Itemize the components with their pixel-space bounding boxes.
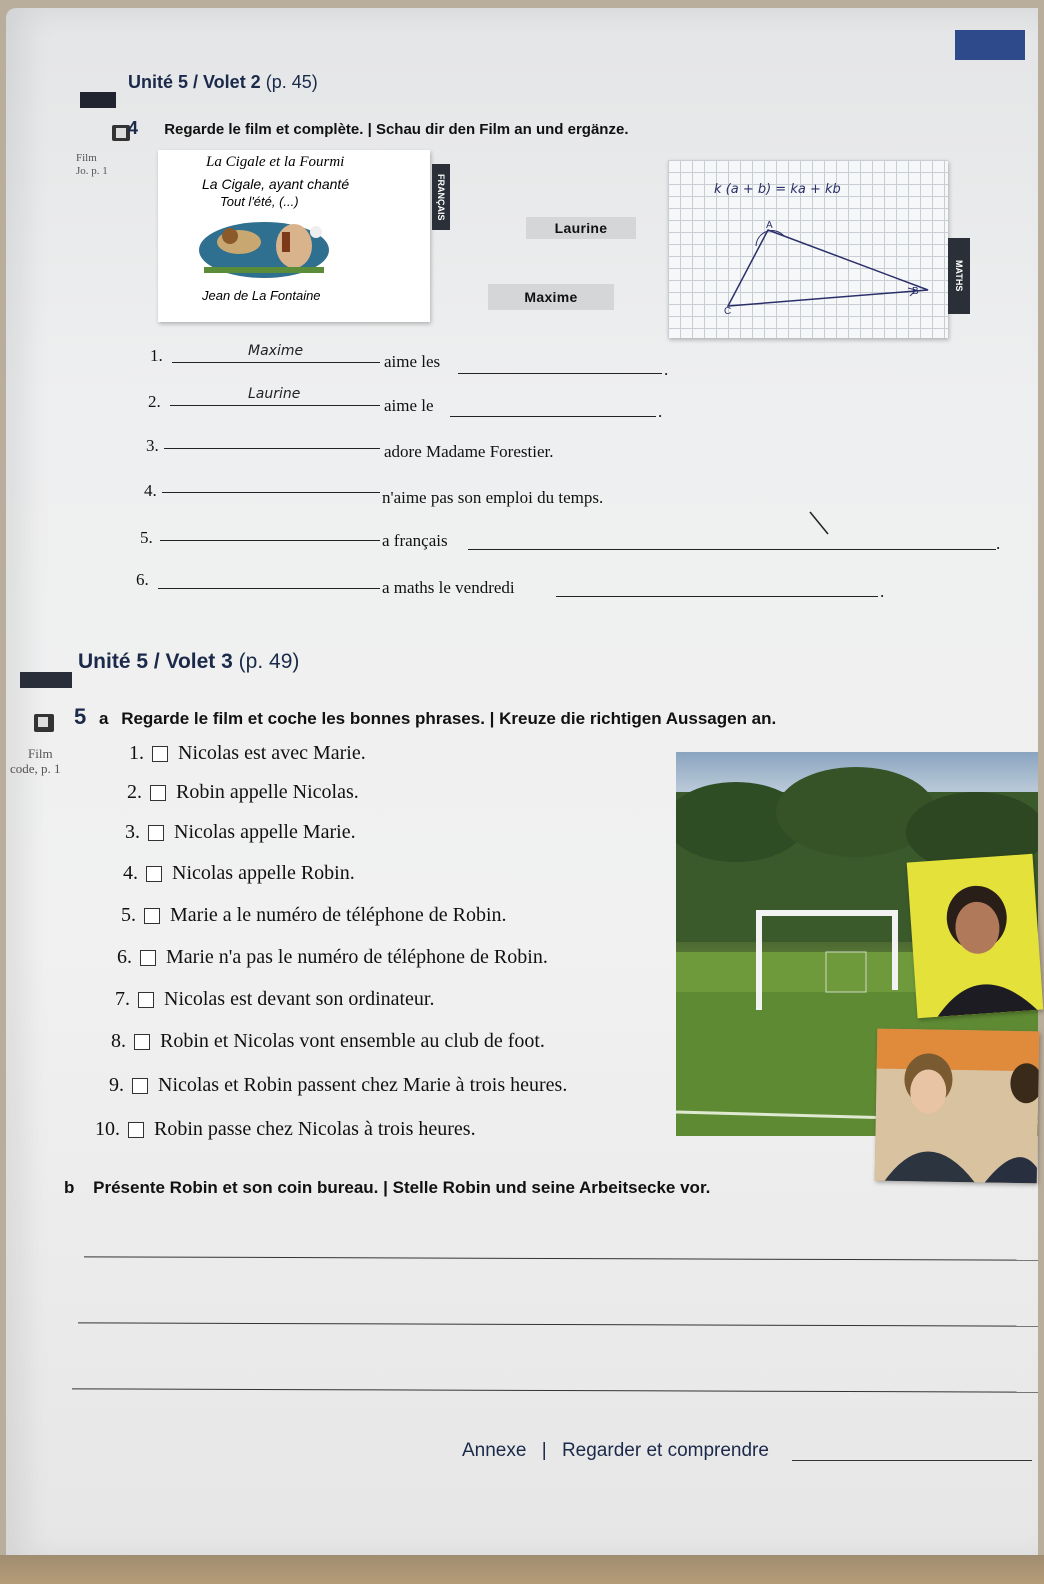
- item-text: Robin et Nicolas vont ensemble au club de foot.: [160, 1030, 545, 1052]
- blank-line[interactable]: [160, 540, 380, 541]
- side-note-line: Film: [28, 746, 53, 761]
- item-number: 3.: [125, 821, 140, 843]
- blank-line[interactable]: [172, 362, 380, 363]
- item-number: 4.: [123, 862, 138, 884]
- blank-line[interactable]: [556, 596, 878, 597]
- row-number: 1.: [150, 346, 163, 365]
- row-text: adore Madame Forestier.: [384, 442, 554, 461]
- exercise-number: 4: [128, 118, 139, 138]
- footer-subtitle: Regarder et comprendre: [561, 1440, 769, 1461]
- checkbox[interactable]: [144, 908, 160, 924]
- checklist-item[interactable]: [104, 988, 435, 1011]
- blank-line[interactable]: [162, 492, 380, 493]
- robin-nicolas-photo: [875, 1029, 1040, 1184]
- footer-annexe: Annexe: [462, 1440, 527, 1461]
- film-icon: [34, 714, 54, 732]
- corner-color-bar: [955, 30, 1025, 60]
- section2-side-note: [10, 746, 61, 776]
- row-text: aime le: [384, 396, 434, 415]
- side-note-line: code, p. 1: [10, 761, 61, 776]
- row-end: .: [658, 402, 663, 421]
- footer-divider: |: [541, 1440, 547, 1461]
- row-text: a français: [382, 531, 448, 550]
- marie-portrait-photo: [907, 854, 1044, 1018]
- checklist-item[interactable]: [100, 1030, 545, 1053]
- side-note-line: Jo. p. 1: [76, 165, 108, 177]
- part-b-instruction: [64, 1178, 710, 1198]
- row-text: aime les: [384, 352, 441, 371]
- checklist-item[interactable]: [110, 904, 507, 927]
- exercise-number: 5: [74, 704, 87, 729]
- blank-line[interactable]: [458, 373, 662, 374]
- math-formula: k (a + b) = ka + kb: [714, 182, 841, 197]
- checklist-item[interactable]: [118, 742, 366, 765]
- handwritten-answer: Laurine: [248, 386, 301, 402]
- pencil-mark: [808, 510, 832, 538]
- blank-line[interactable]: [164, 448, 380, 449]
- card-line: Tout l'été, (...): [220, 194, 299, 209]
- triangle-label-c: C: [724, 306, 732, 317]
- row-number: 5.: [140, 528, 153, 547]
- footer: [462, 1440, 769, 1462]
- item-text: Marie a le numéro de téléphone de Robin.: [170, 904, 507, 926]
- row-number: 2.: [148, 392, 161, 411]
- triangle-label-a: A: [766, 220, 773, 231]
- item-number: 9.: [109, 1074, 124, 1096]
- exercise5-instruction: [74, 704, 776, 730]
- section1-page-ref: (p. 45): [265, 72, 318, 92]
- part-b-text: Présente Robin et son coin bureau. | Stelle Robin und seine Arbeitsecke vor.: [93, 1178, 711, 1197]
- footer-line: [792, 1460, 1032, 1461]
- item-text: Nicolas et Robin passent chez Marie à trois heures.: [158, 1074, 568, 1096]
- section1-title: [128, 72, 318, 93]
- checklist-item[interactable]: [114, 821, 356, 844]
- card-line: La Cigale, ayant chanté: [202, 176, 350, 192]
- section-tab-marker: [80, 92, 116, 108]
- checkbox[interactable]: [140, 950, 156, 966]
- triangle-label-b: B: [912, 286, 919, 297]
- triangle-drawing: [708, 216, 938, 316]
- row-number: 6.: [136, 570, 149, 589]
- instruction-text: Regarde le film et complète. | Schau dir den Film an und ergänze.: [164, 121, 629, 138]
- item-text: Nicolas appelle Robin.: [172, 862, 355, 884]
- handwritten-answer: Maxime: [248, 343, 304, 359]
- item-number: 6.: [117, 946, 132, 968]
- item-text: Robin passe chez Nicolas à trois heures.: [154, 1118, 476, 1140]
- checkbox[interactable]: [128, 1122, 144, 1138]
- row-end: .: [880, 582, 885, 601]
- blank-line[interactable]: [450, 416, 656, 417]
- checkbox[interactable]: [152, 746, 168, 762]
- maths-card: [668, 160, 948, 338]
- row-end: .: [996, 534, 1001, 553]
- row-number: 3.: [146, 436, 159, 455]
- label-laurine: Laurine: [526, 217, 636, 239]
- checkbox[interactable]: [146, 866, 162, 882]
- francais-card: [158, 150, 430, 322]
- blank-line[interactable]: [468, 549, 996, 550]
- item-number: 10.: [95, 1118, 120, 1140]
- section-tab-marker: [20, 672, 72, 688]
- checkbox[interactable]: [148, 825, 164, 841]
- side-note-line: Film: [76, 152, 97, 164]
- checklist-item[interactable]: [94, 1118, 476, 1141]
- item-text: Nicolas est devant son ordinateur.: [164, 988, 435, 1010]
- blank-line[interactable]: [170, 405, 380, 406]
- francais-tab: FRANÇAIS: [432, 164, 450, 230]
- row-text: n'aime pas son emploi du temps.: [382, 488, 604, 507]
- part-a-label: a: [98, 709, 109, 728]
- checklist-item[interactable]: [98, 1074, 567, 1097]
- checklist-item[interactable]: [106, 946, 548, 969]
- section2-title-text: Unité 5 / Volet 3: [78, 650, 233, 673]
- cigale-illustration: [194, 212, 344, 282]
- section2-title: [78, 650, 299, 674]
- maths-tab: MATHS: [948, 238, 970, 314]
- item-number: 7.: [115, 988, 130, 1010]
- exercise4-instruction: [128, 118, 628, 139]
- item-number: 2.: [127, 781, 142, 803]
- row-number: 4.: [144, 481, 157, 500]
- item-text: Nicolas est avec Marie.: [178, 742, 366, 764]
- item-text: Robin appelle Nicolas.: [176, 781, 359, 803]
- row-end: .: [664, 360, 669, 379]
- section1-title-text: Unité 5 / Volet 2: [128, 72, 261, 92]
- item-text: Marie n'a pas le numéro de téléphone de Robin.: [166, 946, 548, 968]
- item-number: 1.: [129, 742, 144, 764]
- label-maxime: Maxime: [488, 284, 614, 310]
- table-surface: [0, 1555, 1044, 1584]
- item-number: 5.: [121, 904, 136, 926]
- card-author: Jean de La Fontaine: [202, 288, 321, 303]
- section1-side-note: [76, 152, 108, 178]
- checkbox[interactable]: [134, 1034, 150, 1050]
- item-number: 8.: [111, 1030, 126, 1052]
- portrait-figure: [907, 854, 1044, 1018]
- part-b-label: b: [64, 1178, 75, 1197]
- checkbox[interactable]: [132, 1078, 148, 1094]
- checklist-item[interactable]: [112, 862, 355, 885]
- row-text: a maths le vendredi: [382, 578, 515, 597]
- blank-line[interactable]: [158, 588, 380, 589]
- checkbox[interactable]: [138, 992, 154, 1008]
- boys-figures: [875, 1029, 1040, 1184]
- section2-page-ref: (p. 49): [238, 650, 300, 673]
- checkbox[interactable]: [150, 785, 166, 801]
- item-text: Nicolas appelle Marie.: [174, 821, 356, 843]
- checklist-item[interactable]: [116, 781, 359, 804]
- instruction-text: Regarde le film et coche les bonnes phrases. | Kreuze die richtigen Aussagen an.: [121, 709, 777, 728]
- card-title: La Cigale et la Fourmi: [206, 154, 345, 170]
